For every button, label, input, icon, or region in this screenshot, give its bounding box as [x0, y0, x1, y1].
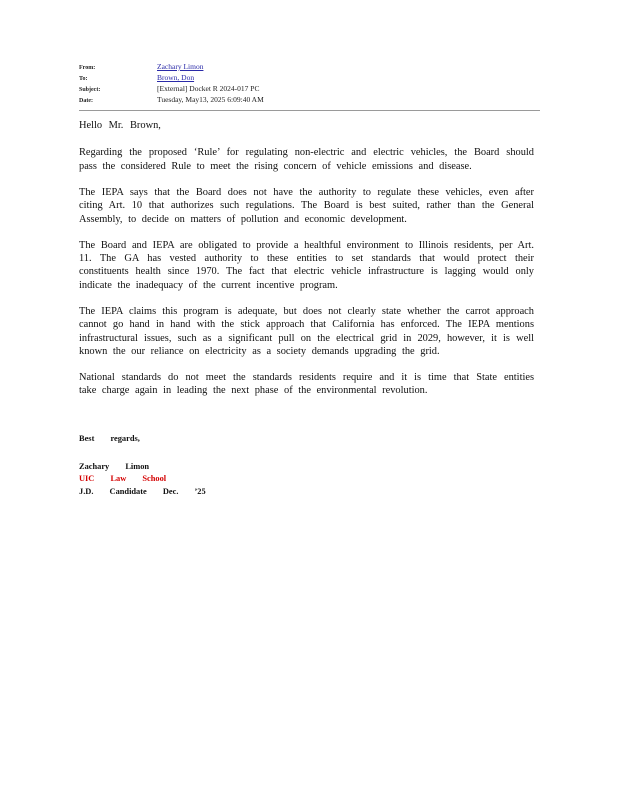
from-value[interactable]: Zachary Limon — [157, 62, 204, 71]
to-label: To: — [79, 76, 88, 82]
subject-value: [External] Docket R 2024-017 PC — [157, 84, 260, 93]
to-row — [79, 73, 539, 83]
header-divider — [79, 110, 540, 111]
signature-school: UIC Law School — [79, 474, 167, 483]
greeting: Hello Mr. Brown, — [79, 120, 161, 131]
from-row — [79, 62, 539, 72]
body-paragraph: National standards do not meet the standards residents require and it is time that State entities take charge again in leading the next phase of the environmental revolution. — [79, 372, 534, 397]
date-value: Tuesday, May13, 2025 6:09:40 AM — [157, 95, 264, 104]
subject-row — [79, 84, 539, 94]
signature-candidate: J.D. Candidate Dec. ’25 — [79, 486, 206, 496]
email-header — [79, 62, 539, 106]
body-paragraph: Regarding the proposed ‘Rule’ for regulating non-electric and electric vehicles, the Board should pass the considered Rule to meet the rising concern of vehicle emissions and disease. — [79, 147, 534, 172]
body-paragraph: The IEPA claims this program is adequate, but does not clearly state whether the carrot approach cannot go hand in hand with the stick approach that California has enforced. The IEPA mentions infrastructural issues, such as a significant pull on the electrical grid in 2029, however, it is well known the our reliance on electricity as a society demands upgrading the grid. — [79, 305, 534, 358]
body-paragraph: The Board and IEPA are obligated to provide a healthful environment to Illinois residents, per Art. 11. The GA has vested authority to these entities to set standards that would protect their constituents health since 1970. The fact that electric vehicle infrastructure is lagging would only indicate the inadequacy of the current incentive program. — [79, 239, 534, 291]
to-value[interactable]: Brown, Don — [157, 73, 195, 82]
signature-name: Zachary Limon — [79, 461, 150, 471]
subject-label: Subject: — [79, 87, 101, 93]
signature-block — [79, 434, 206, 499]
email-body — [79, 119, 534, 410]
date-label: Date: — [79, 98, 93, 104]
body-paragraph: The IEPA says that the Board does not have the authority to regulate these vehicles, even after citing Art. 10 that authorizes such regulations. The Board is best suited, rather than the General Assembly, to decide on matters of pollution and economic development. — [79, 186, 534, 225]
date-row — [79, 95, 539, 105]
closing-line: Best regards, — [79, 434, 140, 443]
from-label: From: — [79, 65, 96, 71]
